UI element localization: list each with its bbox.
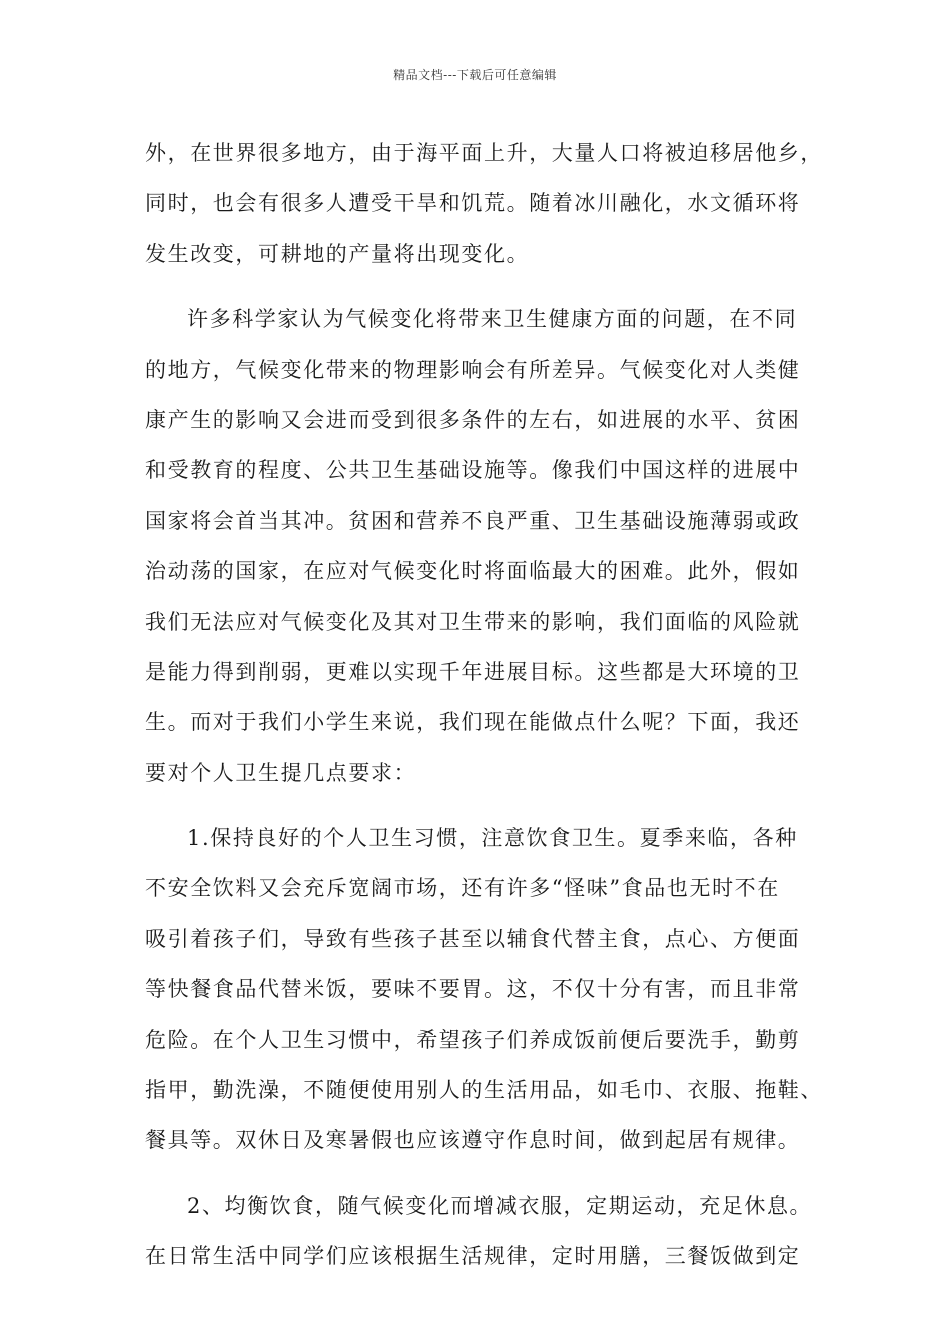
text-line: 在日常生活中同学们应该根据生活规律，定时用膳，三餐饭做到定	[145, 1244, 801, 1269]
text-line: 外，在世界很多地方，由于海平面上升，大量人口将被迫移居他乡，	[145, 141, 823, 165]
text-line: 2、均衡饮食，随气候变化而增减衣服，定期运动，充足休息。	[187, 1193, 813, 1218]
paragraph-gap	[145, 798, 810, 813]
text-line: 1.保持良好的个人卫生习惯，注意饮食卫生。夏季来临，各种	[187, 826, 798, 851]
page-header: 精品文档---下载后可任意编辑	[393, 68, 557, 82]
text-line: 生。而对于我们小学生来说，我们现在能做点什么呢？下面，我还	[145, 710, 801, 735]
text-line: 等快餐食品代替米饭，要味不要胃。这，不仅十分有害，而且非常	[145, 977, 801, 1002]
paragraph	[145, 813, 823, 1166]
paragraph	[145, 128, 823, 279]
text-line: 指甲，勤洗澡，不随便使用别人的生活用品，如毛巾、衣服、拖鞋、	[145, 1078, 823, 1103]
paragraph	[145, 1181, 813, 1282]
text-line: 的地方，气候变化带来的物理影响会有所差异。气候变化对人类健	[145, 357, 801, 382]
text-line: 许多科学家认为气候变化将带来卫生健康方面的问题，在不同	[187, 307, 798, 332]
text-line: 同时，也会有很多人遭受干旱和饥荒。随着冰川融化，水文循环将	[145, 191, 801, 216]
document-body	[145, 128, 823, 1282]
paragraph	[145, 294, 810, 798]
text-line: 不安全饮料又会充斥宽阔市场，还有许多“怪味”食品也无时不在	[145, 876, 780, 901]
text-line: 危险。在个人卫生习惯中，希望孩子们养成饭前便后要洗手，勤剪	[145, 1027, 801, 1052]
text-line: 是能力得到削弱，更难以实现千年进展目标。这些都是大环境的卫	[145, 659, 801, 684]
text-line: 发生改变，可耕地的产量将出现变化。	[145, 241, 530, 266]
text-line: 康产生的影响又会进而受到很多条件的左右，如进展的水平、贫困	[145, 407, 801, 432]
text-line: 吸引着孩子们，导致有些孩子甚至以辅食代替主食，点心、方便面	[145, 926, 801, 951]
text-line: 国家将会首当其冲。贫困和营养不良严重、卫生基础设施薄弱或政	[145, 508, 801, 533]
paragraph-gap	[145, 279, 810, 294]
text-line: 治动荡的国家，在应对气候变化时将面临最大的困难。此外，假如	[145, 559, 801, 584]
text-line: 餐具等。双休日及寒暑假也应该遵守作息时间，做到起居有规律。	[145, 1128, 801, 1153]
text-line: 和受教育的程度、公共卫生基础设施等。像我们中国这样的进展中	[145, 458, 801, 483]
paragraph-gap	[145, 1166, 810, 1181]
text-line: 要对个人卫生提几点要求：	[145, 760, 417, 785]
text-line: 我们无法应对气候变化及其对卫生带来的影响，我们面临的风险就	[145, 609, 801, 634]
